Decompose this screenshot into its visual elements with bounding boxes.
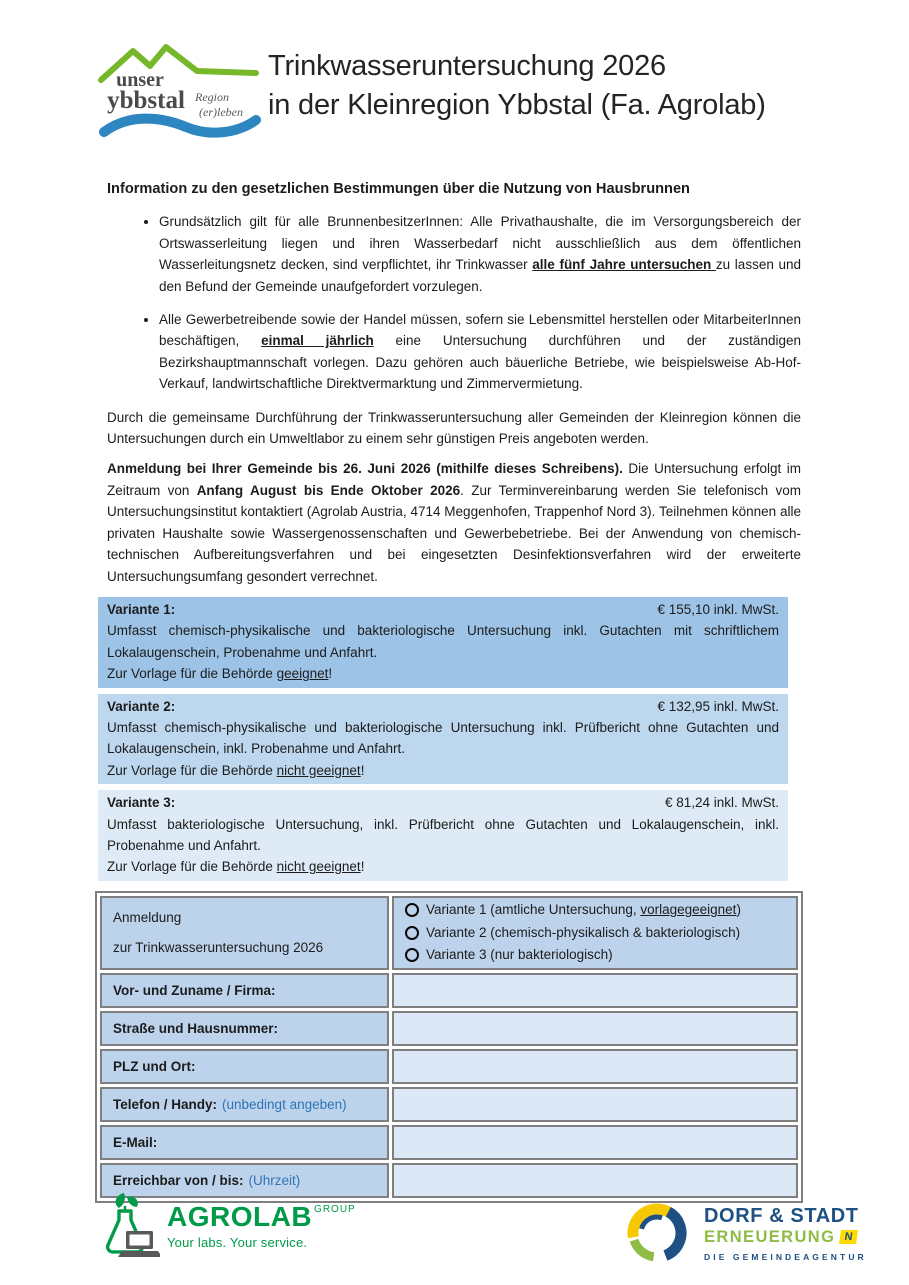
variant-2-box	[98, 694, 788, 785]
option-1-label	[426, 899, 741, 922]
bullet1-emphasis: alle fünf Jahre untersuchen	[532, 257, 716, 273]
dorf-line2	[704, 1227, 867, 1247]
variant-2-label: Variante 2:	[107, 698, 176, 714]
bullet1-text: Grundsätzlich gilt für alle BrunnenbesitzerInnen: Alle Privathaushalte, die im Versorgungsbereich der Ortswasserleitung liegen und ihren Wasserbedarf nicht ausschließlich aus dem öffentlichen Wasserleitungsnetz decken, sind verpflichtet, ihr Trinkwasser	[159, 214, 801, 273]
variant-1-box	[98, 597, 788, 688]
examination-period: Anfang August bis Ende Oktober 2026	[196, 482, 461, 498]
phone-input-cell[interactable]	[392, 1087, 798, 1122]
registration-form-table	[95, 891, 803, 1203]
radio-icon[interactable]	[405, 948, 419, 962]
option-variante-3[interactable]	[405, 944, 785, 967]
form-header-row	[100, 896, 798, 970]
street-label-text: Straße und Hausnummer:	[113, 1020, 279, 1036]
variant-options-cell	[392, 896, 798, 970]
dorf-line1: DORF & STADT	[704, 1204, 859, 1227]
email-input-cell[interactable]	[392, 1125, 798, 1160]
bullet1-text-end: zu lassen und den Befund der Gemeinde unaufgefordert vorzulegen.	[159, 257, 802, 294]
city-label	[100, 1049, 389, 1084]
variant-2-note-text: Zur Vorlage für die Behörde	[107, 762, 277, 778]
variant-3-note	[107, 856, 779, 877]
phone-hint: (unbedingt angeben)	[222, 1096, 347, 1112]
variant-3-price: € 81,24 inkl. MwSt.	[664, 795, 779, 811]
variant-1-description: Umfasst chemisch-physikalische und bakteriologische Untersuchung inkl. Gutachten mit schriftlichem Lokalaugenschein, Probenahme und Anfahrt.	[107, 623, 779, 660]
variant-2-note-end: !	[360, 762, 365, 778]
radio-icon[interactable]	[405, 926, 419, 940]
variant-3-label: Variante 3:	[107, 795, 176, 811]
option-1-text: Variante 1 (amtliche Untersuchung,	[426, 902, 641, 918]
variant-2-note	[107, 760, 779, 781]
info-heading: Information zu den gesetzlichen Bestimmungen über die Nutzung von Hausbrunnen	[107, 181, 690, 197]
variant-1-price: € 155,10 inkl. MwSt.	[657, 601, 779, 617]
agrolab-tagline: Your labs. Your service.	[167, 1235, 308, 1250]
registration-deadline: Anmeldung bei Ihrer Gemeinde bis 26. Juni 2026 (mithilfe dieses Schreibens).	[107, 461, 623, 477]
variant-2-price: € 132,95 inkl. MwSt.	[657, 698, 779, 714]
paragraph-joint-examination: Durch die gemeinsame Durchführung der Trinkwasseruntersuchung aller Gemeinden der Kleinregion können die Untersuchungen durch ein Umweltlabor zu einem sehr günstigen Preis angeboten werden.	[107, 409, 801, 447]
page-title-line1: Trinkwasseruntersuchung 2026	[268, 50, 666, 82]
variant-2-note-underline: nicht geeignet	[276, 762, 361, 778]
bullet2-emphasis: einmal jährlich	[261, 333, 374, 349]
dorf-line3: DIE GEMEINDEAGENTUR	[704, 1251, 867, 1262]
option-3-label	[426, 944, 613, 967]
variant-2-description: Umfasst chemisch-physikalische und bakteriologische Untersuchung inkl. Prüfbericht ohne Gutachten und Lokalaugenschein, inkl. Probenahme und Anfahrt.	[107, 719, 779, 757]
reachable-input-cell[interactable]	[392, 1163, 798, 1198]
agrolab-flask-icon	[98, 1190, 160, 1264]
option-variante-1[interactable]	[405, 899, 785, 922]
form-row-phone	[100, 1087, 798, 1122]
erneuerung-text: ERNEUERUNG	[704, 1227, 836, 1246]
form-row-email	[100, 1125, 798, 1160]
info-bullet-list	[107, 211, 801, 394]
option-variante-2[interactable]	[405, 922, 785, 945]
bullet2-text: Alle Gewerbetreibende sowie der Handel müssen, sofern sie Lebensmittel herstellen oder MitarbeiterInnen beschäftigen,	[159, 312, 801, 349]
phone-label	[100, 1087, 389, 1122]
option-3-text: Variante 3 (nur bakteriologisch)	[426, 947, 613, 963]
variant-list	[98, 597, 788, 881]
option-2-label	[426, 922, 740, 945]
name-input-cell[interactable]	[392, 973, 798, 1008]
bullet2-text-end: eine Untersuchung durchführen und der zuständigen Bezirkshauptmannschaft vorlegen. Dazu gehören auch bäuerliche Betriebe, wie beispielsweise Ab-Hof-Verkauf, landwirtschaftliche Direktvermarktung und Zimmervermietung.	[159, 333, 801, 392]
street-input-cell[interactable]	[392, 1011, 798, 1046]
paragraph-registration	[107, 458, 801, 586]
form-row-name	[100, 973, 798, 1008]
variant-1-label: Variante 1:	[107, 601, 176, 617]
form-title-line1: Anmeldung	[113, 909, 182, 925]
agrolab-name: AGROLAB	[167, 1201, 313, 1232]
email-label	[100, 1125, 389, 1160]
option-1-end: )	[736, 902, 741, 918]
document-body	[107, 179, 801, 1203]
form-title-line2: zur Trinkwasseruntersuchung 2026	[113, 940, 324, 956]
circle-arcs-icon	[622, 1198, 692, 1268]
logo-tag-region: Region	[195, 90, 229, 104]
name-label	[100, 973, 389, 1008]
logo-word-ybbstal: ybbstal	[107, 87, 185, 114]
variant-1-note-underline: geeignet	[276, 666, 329, 682]
variant-1-note-end: !	[328, 666, 333, 682]
page-title-line2: in der Kleinregion Ybbstal (Fa. Agrolab)	[268, 89, 766, 121]
agrolab-name-line	[167, 1203, 356, 1231]
registration-text: Die Untersuchung erfolgt im Zeitraum von	[107, 461, 801, 498]
variant-1-note	[107, 663, 779, 684]
variant-3-box	[98, 790, 788, 881]
agrolab-group-suffix: GROUP	[314, 1204, 356, 1215]
logo-word-unser: unser	[116, 69, 164, 91]
page-title	[268, 47, 766, 125]
form-row-street	[100, 1011, 798, 1046]
bullet-private-households	[159, 211, 801, 297]
email-label-text: E-Mail:	[113, 1134, 158, 1150]
street-label	[100, 1011, 389, 1046]
noe-badge-icon: N	[839, 1230, 858, 1244]
agrolab-logo	[98, 1190, 356, 1264]
dorf-stadt-erneuerung-logo	[622, 1198, 867, 1268]
ybbstal-region-logo	[96, 38, 266, 150]
option-2-text: Variante 2 (chemisch-physikalisch & bakteriologisch)	[426, 924, 741, 940]
bullet-businesses	[159, 309, 801, 395]
option-1-underline: vorlagegeeignet	[640, 902, 737, 918]
variant-3-note-underline: nicht geeignet	[276, 859, 361, 875]
variant-3-note-text: Zur Vorlage für die Behörde	[107, 859, 277, 875]
form-title-cell	[100, 896, 389, 970]
registration-text-end: . Zur Terminvereinbarung werden Sie telefonisch vom Untersuchungsinstitut kontaktiert (Agrolab Austria, 4714 Meggenhofen, Trappenhof Nord 3). Teilnehmen können alle privaten Haushalte sowie Wassergenossenschaften und Gewerbebetriebe. Bei der Anwendung von chemisch-technischen Aufbereitungsverfahren und bei eingesetzten Desinfektionsverfahren wird der erweiterte Untersuchungsumfang gesondert verrechnet.	[107, 482, 801, 584]
variant-3-note-end: !	[360, 859, 365, 875]
name-label-text: Vor- und Zuname / Firma:	[113, 982, 276, 998]
variant-1-note-text: Zur Vorlage für die Behörde	[107, 666, 277, 682]
wave-icon	[104, 119, 256, 133]
city-label-text: PLZ und Ort:	[113, 1058, 196, 1074]
form-row-city	[100, 1049, 798, 1084]
reachable-label-text: Erreichbar von / bis:	[113, 1172, 244, 1188]
radio-icon[interactable]	[405, 903, 419, 917]
city-input-cell[interactable]	[392, 1049, 798, 1084]
variant-3-description: Umfasst bakteriologische Untersuchung, inkl. Prüfbericht ohne Gutachten und Lokalaugenschein, inkl. Probenahme und Anfahrt.	[107, 816, 779, 853]
logo-tag-erleben: (er)leben	[199, 105, 243, 119]
phone-label-text: Telefon / Handy:	[113, 1096, 218, 1112]
reachable-hint: (Uhrzeit)	[248, 1172, 301, 1188]
